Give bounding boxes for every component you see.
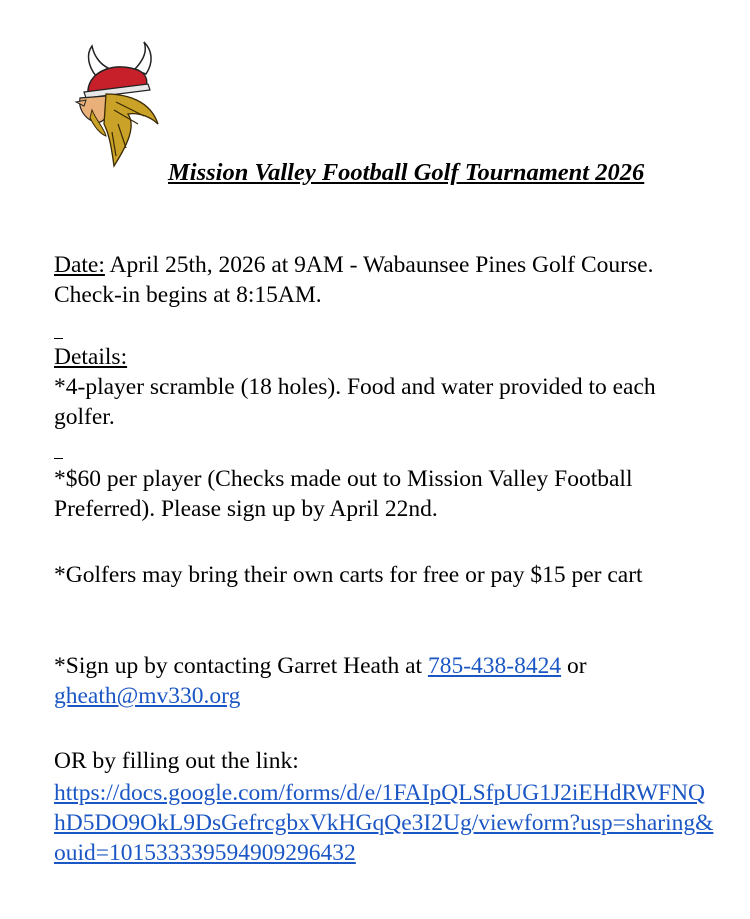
signup-paragraph bbox=[54, 651, 714, 711]
blank-line-marker bbox=[54, 338, 63, 339]
page-title: Mission Valley Football Golf Tournament 2026 bbox=[168, 159, 645, 186]
viking-mascot-logo bbox=[66, 40, 166, 168]
details-heading: Details: bbox=[54, 344, 128, 370]
signup-prefix: *Sign up by contacting Garret Heath at bbox=[54, 653, 428, 679]
email-link[interactable]: gheath@mv330.org bbox=[54, 683, 241, 709]
form-link[interactable]: https://docs.google.com/forms/d/e/1FAIpQLSfpUG1J2iEHdRWFNQhD5DO9OkL9DsGefrcgbxVkHGqQe3I2Ug/viewform?usp=sharing&ouid=101533339594909296432 bbox=[54, 780, 714, 866]
phone-link[interactable]: 785-438-8424 bbox=[427, 653, 562, 679]
date-label: Date: bbox=[54, 252, 105, 278]
detail-carts: *Golfers may bring their own carts for free or pay $15 per cart bbox=[54, 562, 643, 588]
blank-line-marker bbox=[54, 458, 63, 459]
form-prefix: OR by filling out the link: bbox=[54, 748, 299, 774]
detail-price: *$60 per player (Checks made out to Mission Valley Football Preferred). Please sign up by April 22nd. bbox=[54, 466, 633, 522]
detail-scramble: *4-player scramble (18 holes). Food and water provided to each golfer. bbox=[54, 374, 656, 430]
date-text: April 25th, 2026 at 9AM - Wabaunsee Pines Golf Course. Check-in begins at 8:15AM. bbox=[54, 252, 654, 308]
form-paragraph bbox=[54, 778, 714, 868]
date-paragraph bbox=[54, 250, 714, 310]
signup-or: or bbox=[561, 653, 587, 679]
